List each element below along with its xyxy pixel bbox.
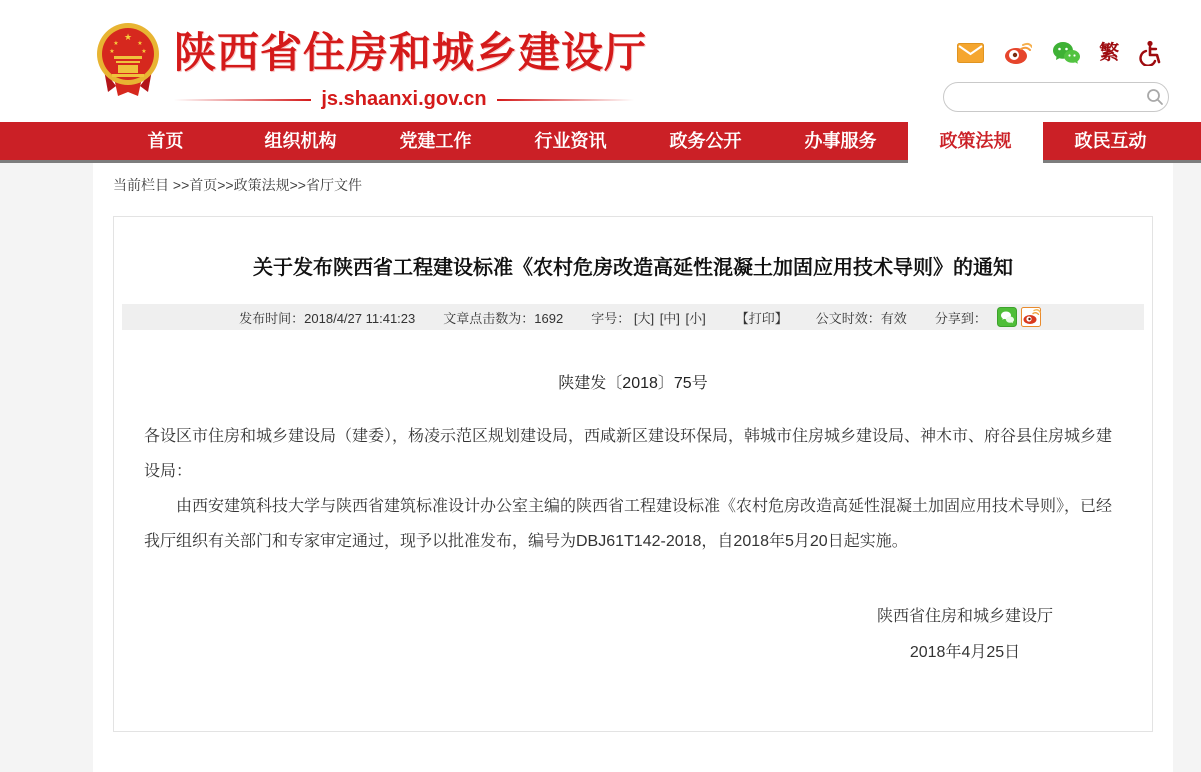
- national-emblem-logo: [94, 22, 162, 100]
- font-small-button[interactable]: [小]: [685, 310, 706, 326]
- print-button[interactable]: 【打印】: [735, 310, 788, 326]
- site-domain-row: [174, 88, 634, 111]
- publish-time: 发布时间：2018/4/27 11:41:23: [239, 310, 416, 326]
- breadcrumb-label: 当前栏目: [113, 177, 173, 193]
- site-domain: js.shaanxi.gov.cn: [321, 88, 487, 110]
- share-label: 分享到：: [934, 310, 987, 326]
- breadcrumb-policies[interactable]: 政策法规: [233, 177, 290, 193]
- site-title-block: [174, 20, 648, 111]
- signature-organization: 陕西省住房和城乡建设厅: [876, 608, 1053, 625]
- mail-icon[interactable]: [957, 43, 984, 63]
- article-title: 关于发布陕西省工程建设标准《农村危房改造高延性混凝土加固应用技术导则》的通知: [253, 257, 1013, 279]
- accessibility-icon[interactable]: [1139, 40, 1161, 66]
- font-size-label: 字号：: [591, 310, 631, 326]
- document-validity: 公文时效：有效: [815, 310, 907, 326]
- search-icon[interactable]: [1146, 88, 1164, 111]
- site-header: [0, 0, 1201, 122]
- article-paragraph: 各设区市住房和城乡建设局（建委），杨凌示范区规划建设局，西咸新区建设环保局，韩城市住房城乡建设局、神木市、府谷县住房城乡建设局：: [144, 428, 1113, 480]
- breadcrumb-separator: >>: [217, 177, 234, 193]
- wechat-icon[interactable]: [1052, 41, 1080, 65]
- breadcrumb-home[interactable]: 首页: [189, 177, 218, 193]
- weibo-share-icon[interactable]: [1021, 307, 1041, 327]
- signature-date: 2018年4月25日: [909, 644, 1021, 661]
- traditional-toggle[interactable]: 繁: [1099, 42, 1120, 64]
- nav-item-policies-active[interactable]: 政策法规: [908, 122, 1043, 163]
- signature-block: [114, 599, 1152, 671]
- nav-item-industry-news[interactable]: 行业资讯: [534, 131, 607, 151]
- nav-item-organization[interactable]: 组织机构: [264, 131, 337, 151]
- breadcrumb: [113, 175, 1153, 195]
- nav-item-party-building[interactable]: 党建工作: [399, 131, 472, 151]
- domain-divider-left: [174, 99, 311, 101]
- wechat-share-icon[interactable]: [997, 307, 1017, 327]
- article-paragraph: 由西安建筑科技大学与陕西省建筑标准设计办公室主编的陕西省工程建设标准《农村危房改造高延性混凝土加固应用技术导则》，已经我厅组织有关部门和专家审定通过，现予以批准发布，编号为DBJ61T142-2018，自2018年5月20日起实施。: [144, 498, 1113, 550]
- breadcrumb-provincial-documents[interactable]: 省厅文件: [305, 177, 362, 193]
- svg-text:★: ★: [137, 41, 143, 47]
- svg-text:★: ★: [109, 49, 115, 55]
- font-size-controls: [591, 308, 708, 327]
- document-number: 陕建发〔2018〕75号: [558, 375, 708, 392]
- weibo-icon[interactable]: [1004, 41, 1032, 65]
- hit-count: 文章点击数为：1692: [443, 310, 564, 326]
- content-wrapper: [93, 163, 1173, 772]
- breadcrumb-separator: >>: [289, 177, 306, 193]
- nav-item-home[interactable]: 首页: [147, 131, 184, 151]
- main-nav: [0, 122, 1201, 160]
- search-bar: [943, 82, 1173, 112]
- font-medium-button[interactable]: [中]: [659, 310, 680, 326]
- svg-text:★: ★: [123, 32, 133, 42]
- svg-text:★: ★: [113, 41, 119, 47]
- signature-inner: [840, 599, 1090, 671]
- share-icons: [993, 307, 1041, 327]
- search-input[interactable]: [943, 82, 1169, 112]
- header-tools: [943, 40, 1173, 112]
- nav-item-interaction[interactable]: 政民互动: [1074, 131, 1147, 151]
- domain-divider-right: [497, 99, 634, 101]
- svg-text:★: ★: [141, 49, 147, 55]
- nav-item-services[interactable]: 办事服务: [804, 131, 877, 151]
- header-icon-row: [943, 40, 1173, 66]
- breadcrumb-separator: >>: [172, 177, 190, 193]
- article-box: [113, 216, 1153, 732]
- article-body: [114, 419, 1152, 559]
- article-meta-bar: [122, 304, 1144, 330]
- site-title: 陕西省住房和城乡建设厅: [174, 29, 648, 76]
- font-large-button[interactable]: [大]: [633, 310, 655, 326]
- nav-item-gov-affairs[interactable]: 政务公开: [669, 131, 742, 151]
